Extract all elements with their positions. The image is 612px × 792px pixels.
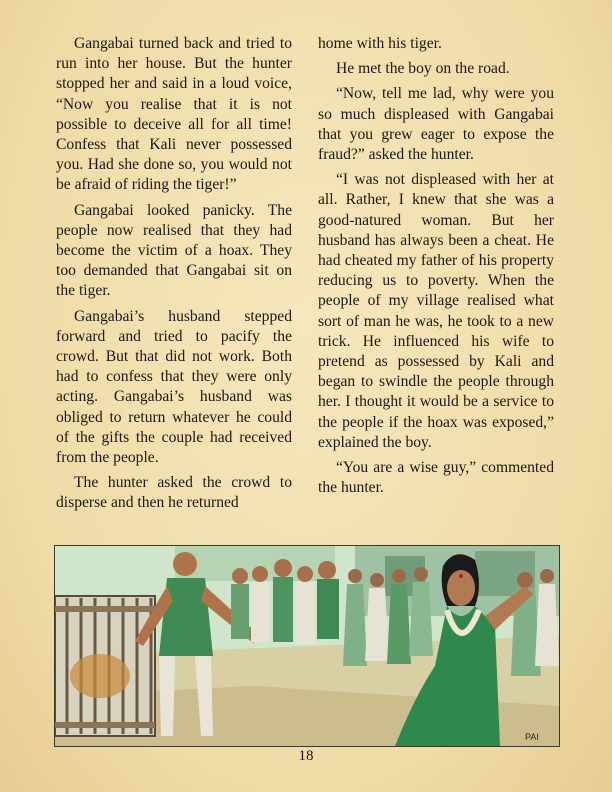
page-number: 18 [298, 748, 314, 764]
tiger-cage [55, 596, 155, 736]
left-text-column [56, 34, 292, 519]
paragraph: Gangabai’s husband stepped forward and tried to pacify the crowd. But that did not work. Both had to confess that they were only acting. Gangabai’s husband was obliged to return whatever he could of the gifts the couple had received from the people. [56, 307, 292, 467]
right-text-column [318, 34, 554, 503]
paragraph: Gangabai turned back and tried to run into her house. But the hunter stopped her and said in a loud voice, “Now you realise that it is not possible to deceive all for all time! Confess that Kali never possessed you. Had she done so, you would not be afraid of riding the tiger!” [56, 35, 292, 194]
paragraph: Gangabai looked panicky. The people now realised that they had become the victim of a hoax. They too demanded that Gangabai sit on the tiger. [56, 201, 292, 300]
paragraph: He met the boy on the road. [336, 60, 510, 78]
paragraph: The hunter asked the crowd to disperse and then he returned [56, 474, 292, 512]
paragraph: “You are a wise guy,” commented the hunter. [318, 459, 554, 497]
illustration-scene [55, 546, 559, 746]
paragraph: “I was not displeased with her at all. Rather, I knew that she was a good-natured woman. But her husband has always been a cheat. He had cheated my father of his property reducing us to poverty. When the people of my village realised what sort of man he was, he took to a new trick. He influenced his wife to pretend as possessed by Kali and began to swindle the people through her. I thought it would be a service to the people if the hoax was exposed,” explained the boy. [318, 171, 554, 451]
paragraph: “Now, tell me lad, why were you so much displeased with Gangabai that you grew eager to expose the fraud?” asked the hunter. [318, 85, 554, 164]
story-illustration [54, 545, 560, 747]
paragraph: home with his tiger. [318, 35, 442, 52]
artist-signature: PAI [525, 732, 539, 742]
